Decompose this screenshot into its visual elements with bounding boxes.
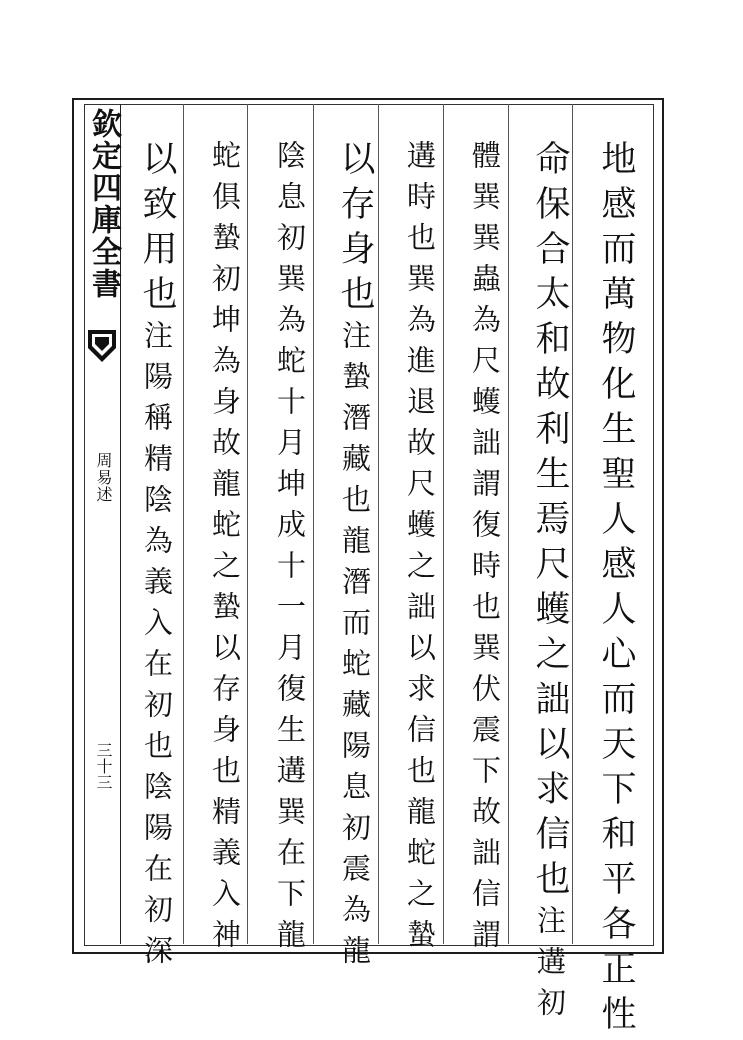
main-text: 地感而萬物化生聖人感人心而天下和平各正性 (596, 140, 636, 1040)
margin-page-number: 三十三 (94, 742, 113, 790)
note-text: 注陽稱精陰為義入在初也陰陽在初深 (140, 320, 174, 976)
note-text: 陰息初巽為蛇十月坤成十一月復生遘巽在下龍 (273, 140, 307, 960)
note-text: 注蟄潛藏也龍潛而蛇藏陽息初震為龍 (338, 320, 372, 976)
main-text: 命保合太和故利生焉尺蠖之詘以求信也 (530, 140, 570, 905)
margin-book-title: 周易述 (94, 452, 113, 503)
text-column (391, 140, 449, 960)
fishtail-ornament-icon (86, 328, 118, 368)
text-column (261, 140, 319, 960)
text-column (128, 140, 186, 976)
text-column (587, 140, 645, 1040)
main-text: 以存身也 (335, 140, 375, 320)
text-column (521, 140, 579, 1028)
note-text: 遘時也巽為進退故尺蠖之詘以求信也龍蛇之蟄 (403, 140, 437, 960)
text-column (456, 140, 514, 960)
note-text: 注遘初 (533, 905, 567, 1028)
note-text: 蛇俱蟄初坤為身故龍蛇之蟄以存身也精義入神 (208, 140, 242, 960)
note-text: 體巽巽蟲為尺蠖詘謂復時也巽伏震下故詘信謂 (468, 140, 502, 960)
margin-title: 欽定四庫全書 (86, 108, 121, 300)
text-column (196, 140, 254, 960)
text-column (326, 140, 384, 976)
main-text: 以致用也 (137, 140, 177, 320)
